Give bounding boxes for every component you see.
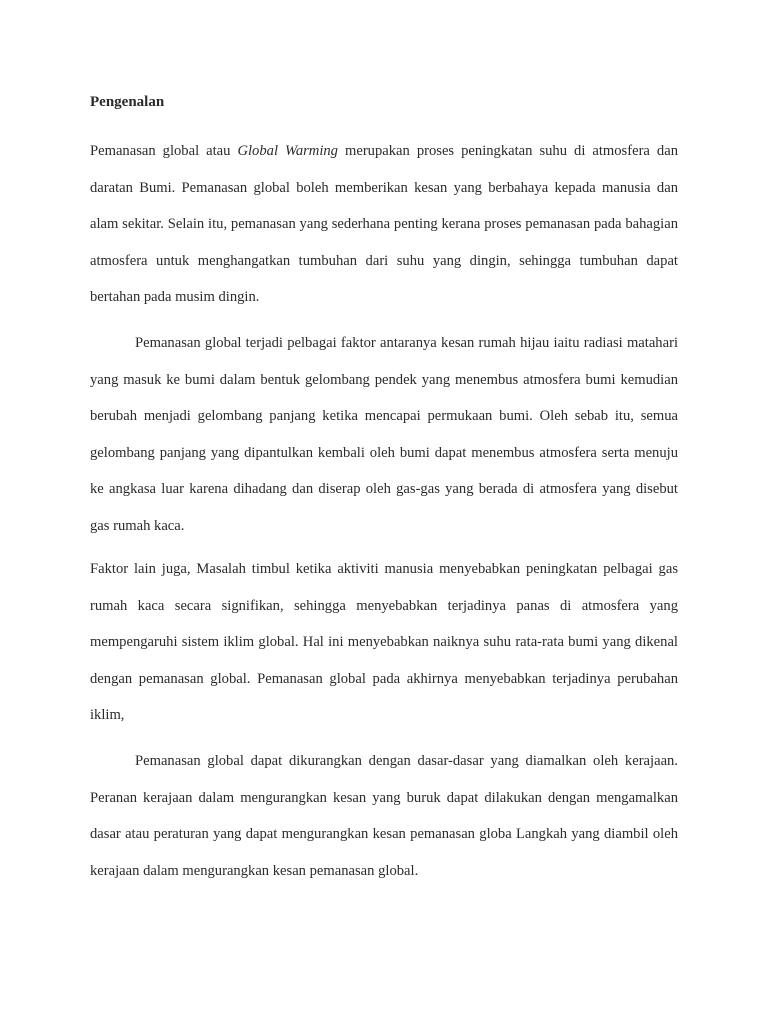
paragraph-4: Pemanasan global dapat dikurangkan dengan dasar-dasar yang diamalkan oleh kerajaan. Peranan kerajaan dalam mengurangkan kesan yang buruk dapat dilakukan dengan mengamalkan dasar atau peraturan yang dapat mengurangkan kesan pemanasan globa Langkah yang diambil oleh kerajaan dalam mengurangkan kesan pemanasan global. <box>90 753 678 879</box>
paragraph-1-text-end: merupakan proses peningkatan suhu di atmosfera dan daratan Bumi. Pemanasan global boleh memberikan kesan yang berbahaya kepada manusia dan alam sekitar. Selain itu, pemanasan yang sederhana penting kerana proses pemanasan pada bahagian atmosfera untuk menghangatkan tumbuhan dari suhu yang dingin, sehingga tumbuhan dapat bertahan pada musim dingin. <box>90 143 678 305</box>
emphasis-global-warming: Global Warming <box>237 143 338 159</box>
paragraph-1 <box>90 133 678 316</box>
paragraph-2: Pemanasan global terjadi pelbagai faktor antaranya kesan rumah hijau iaitu radiasi matahari yang masuk ke bumi dalam bentuk gelombang pendek yang menembus atmosfera bumi kemudian berubah menjadi gelombang panjang ketika mencapai permukaan bumi. Oleh sebab itu, semua gelombang panjang yang dipantulkan kembali oleh bumi dapat menembus atmosfera serta menuju ke angkasa luar karena dihadang dan diserap oleh gas-gas yang berada di atmosfera yang disebut gas rumah kaca. <box>90 335 678 534</box>
paragraph-1-text-start: Pemanasan global atau <box>90 143 238 159</box>
paragraph-3: Faktor lain juga, Masalah timbul ketika aktiviti manusia menyebabkan peningkatan pelbagai gas rumah kaca secara signifikan, sehingga menyebabkan terjadinya panas di atmosfera yang mempengaruhi sistem iklim global. Hal ini menyebabkan naiknya suhu rata-rata bumi yang dikenal dengan pemanasan global. Pemanasan global pada akhirnya menyebabkan terjadinya perubahan iklim, <box>90 561 678 723</box>
section-heading: Pengenalan <box>90 94 165 110</box>
